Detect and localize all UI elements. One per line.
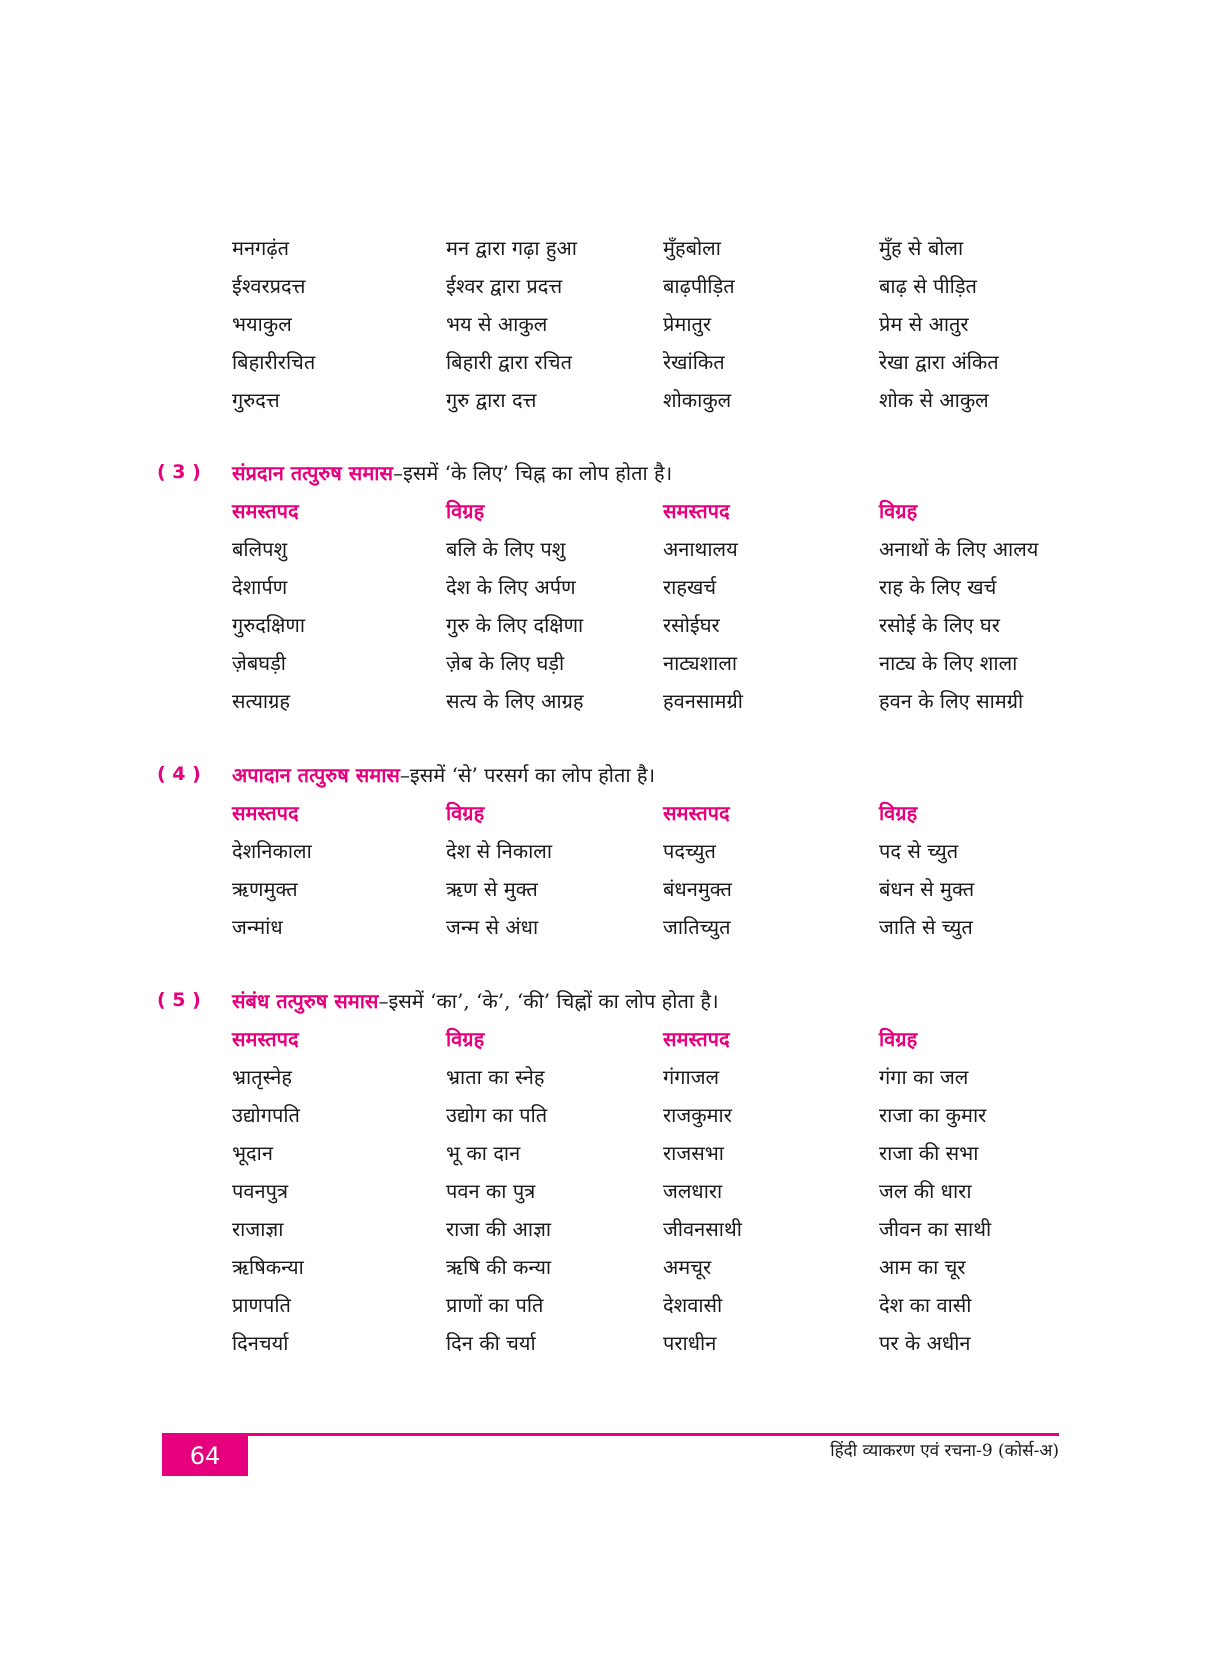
samastpad-cell: रसोईघर: [663, 612, 720, 637]
vigrah-cell: पर के अधीन: [879, 1330, 971, 1355]
section-table: [232, 793, 1092, 945]
table-row: [232, 228, 1092, 266]
column-header: विग्रह: [879, 800, 918, 825]
vigrah-cell: दिन की चर्या: [446, 1330, 536, 1355]
section-number: ( 4 ): [157, 763, 201, 785]
vigrah-cell: सत्य के लिए आग्रह: [446, 688, 584, 713]
vigrah-cell: गुरु द्वारा दत्त: [446, 387, 537, 412]
vigrah-cell: राजा का कुमार: [879, 1102, 987, 1127]
table-row: [232, 1095, 1092, 1133]
vigrah-cell: भू का दान: [446, 1140, 521, 1165]
section-heading: [157, 453, 672, 491]
table-row: [232, 907, 1092, 945]
vigrah-cell: आम का चूर: [879, 1254, 966, 1279]
samastpad-cell: अनाथालय: [663, 536, 738, 561]
section-heading: [157, 981, 719, 1019]
section-name: संप्रदान तत्पुरुष समास: [232, 460, 393, 485]
section-description: –इसमें ‘के लिए’ चिह्न का लोप होता है।: [393, 460, 673, 485]
samastpad-cell: गुरुदत्त: [232, 387, 280, 412]
vigrah-cell: उद्योग का पति: [446, 1102, 548, 1127]
vigrah-cell: देश के लिए अर्पण: [446, 574, 576, 599]
samastpad-cell: नाट्यशाला: [663, 650, 738, 675]
vigrah-cell: ज़ेब के लिए घड़ी: [446, 650, 565, 675]
column-header: समस्तपद: [663, 498, 730, 523]
samastpad-cell: अमचूर: [663, 1254, 712, 1279]
section-number: ( 3 ): [157, 461, 201, 483]
section-table: [232, 1019, 1092, 1361]
vigrah-cell: हवन के लिए सामग्री: [879, 688, 1024, 713]
table-row: [232, 567, 1092, 605]
samastpad-cell: जन्मांध: [232, 914, 283, 939]
vigrah-cell: राजा की आज्ञा: [446, 1216, 552, 1241]
column-header: समस्तपद: [663, 800, 730, 825]
vigrah-cell: पद से च्युत: [879, 838, 959, 863]
column-header: समस्तपद: [232, 1026, 299, 1051]
top-table: [232, 228, 1092, 418]
vigrah-cell: बंधन से मुक्त: [879, 876, 975, 901]
samastpad-cell: भयाकुल: [232, 311, 292, 336]
vigrah-cell: शोक से आकुल: [879, 387, 989, 412]
table-row: [232, 266, 1092, 304]
table-row: [232, 342, 1092, 380]
table-row: [232, 1057, 1092, 1095]
vigrah-cell: जीवन का साथी: [879, 1216, 992, 1241]
vigrah-cell: राजा की सभा: [879, 1140, 979, 1165]
vigrah-cell: देश का वासी: [879, 1292, 972, 1317]
samastpad-cell: राहखर्च: [663, 574, 717, 599]
vigrah-cell: भय से आकुल: [446, 311, 548, 336]
samastpad-cell: देशार्पण: [232, 574, 288, 599]
footer-divider: [162, 1433, 1059, 1436]
samastpad-cell: देशवासी: [663, 1292, 723, 1317]
section-name: अपादान तत्पुरुष समास: [232, 762, 400, 787]
table-row: [232, 529, 1092, 567]
vigrah-cell: नाट्य के लिए शाला: [879, 650, 1018, 675]
samastpad-cell: पदच्युत: [663, 838, 716, 863]
column-header: समस्तपद: [232, 498, 299, 523]
section-name: संबंध तत्पुरुष समास: [232, 988, 379, 1013]
table-row: [232, 643, 1092, 681]
vigrah-cell: बलि के लिए पशु: [446, 536, 566, 561]
samastpad-cell: भ्रातृस्नेह: [232, 1064, 292, 1089]
vigrah-cell: प्राणों का पति: [446, 1292, 544, 1317]
samastpad-cell: पवनपुत्र: [232, 1178, 288, 1203]
table-row: [232, 380, 1092, 418]
vigrah-cell: ऋण से मुक्त: [446, 876, 538, 901]
book-title: हिंदी व्याकरण एवं रचना-9 (कोर्स-अ): [830, 1441, 1059, 1461]
samastpad-cell: गुरुदक्षिणा: [232, 612, 305, 637]
samastpad-cell: ऋषिकन्या: [232, 1254, 304, 1279]
vigrah-cell: ईश्वर द्वारा प्रदत्त: [446, 273, 563, 298]
column-header: विग्रह: [879, 1026, 918, 1051]
column-header: विग्रह: [879, 498, 918, 523]
table-row: [232, 869, 1092, 907]
vigrah-cell: मन द्वारा गढ़ा हुआ: [446, 235, 577, 260]
table-header-row: [232, 491, 1092, 529]
vigrah-cell: बाढ़ से पीड़ित: [879, 273, 977, 298]
column-header: विग्रह: [446, 800, 485, 825]
vigrah-cell: जल की धारा: [879, 1178, 972, 1203]
samastpad-cell: ऋणमुक्त: [232, 876, 298, 901]
section-description: –इसमें ‘का’, ‘के’, ‘की’ चिह्नों का लोप होता है।: [378, 988, 719, 1013]
samastpad-cell: राजकुमार: [663, 1102, 732, 1127]
samastpad-cell: बंधनमुक्त: [663, 876, 732, 901]
samastpad-cell: शोकाकुल: [663, 387, 732, 412]
section-heading: [157, 755, 655, 793]
vigrah-cell: गुरु के लिए दक्षिणा: [446, 612, 584, 637]
section-number: ( 5 ): [157, 989, 201, 1011]
table-row: [232, 1133, 1092, 1171]
section-table: [232, 491, 1092, 719]
table-row: [232, 831, 1092, 869]
vigrah-cell: पवन का पुत्र: [446, 1178, 536, 1203]
vigrah-cell: भ्राता का स्नेह: [446, 1064, 545, 1089]
vigrah-cell: देश से निकाला: [446, 838, 553, 863]
table-header-row: [232, 793, 1092, 831]
samastpad-cell: ज़ेबघड़ी: [232, 650, 286, 675]
table-row: [232, 1285, 1092, 1323]
vigrah-cell: राह के लिए खर्च: [879, 574, 997, 599]
table-row: [232, 1209, 1092, 1247]
vigrah-cell: रेखा द्वारा अंकित: [879, 349, 999, 374]
vigrah-cell: जाति से च्युत: [879, 914, 973, 939]
samastpad-cell: पराधीन: [663, 1330, 717, 1355]
vigrah-cell: ऋषि की कन्या: [446, 1254, 552, 1279]
section-description: –इसमें ‘से’ परसर्ग का लोप होता है।: [399, 762, 656, 787]
samastpad-cell: सत्याग्रह: [232, 688, 290, 713]
samastpad-cell: जलधारा: [663, 1178, 723, 1203]
table-row: [232, 1323, 1092, 1361]
table-row: [232, 1171, 1092, 1209]
table-row: [232, 304, 1092, 342]
samastpad-cell: बलिपशु: [232, 536, 288, 561]
column-header: समस्तपद: [232, 800, 299, 825]
vigrah-cell: अनाथों के लिए आलय: [879, 536, 1039, 561]
vigrah-cell: बिहारी द्वारा रचित: [446, 349, 572, 374]
samastpad-cell: रेखांकित: [663, 349, 725, 374]
samastpad-cell: प्रेमातुर: [663, 311, 712, 336]
page-number: 64: [162, 1436, 248, 1476]
samastpad-cell: उद्योगपति: [232, 1102, 300, 1127]
samastpad-cell: दिनचर्या: [232, 1330, 289, 1355]
samastpad-cell: मुँहबोला: [663, 235, 721, 260]
column-header: समस्तपद: [663, 1026, 730, 1051]
samastpad-cell: भूदान: [232, 1140, 273, 1165]
samastpad-cell: प्राणपति: [232, 1292, 291, 1317]
column-header: विग्रह: [446, 1026, 485, 1051]
samastpad-cell: बिहारीरचित: [232, 349, 316, 374]
samastpad-cell: जातिच्युत: [663, 914, 731, 939]
table-row: [232, 1247, 1092, 1285]
column-header: विग्रह: [446, 498, 485, 523]
table-row: [232, 605, 1092, 643]
vigrah-cell: जन्म से अंधा: [446, 914, 539, 939]
samastpad-cell: गंगाजल: [663, 1064, 720, 1089]
samastpad-cell: बाढ़पीड़ित: [663, 273, 735, 298]
vigrah-cell: मुँह से बोला: [879, 235, 964, 260]
samastpad-cell: देशनिकाला: [232, 838, 312, 863]
samastpad-cell: हवनसामग्री: [663, 688, 743, 713]
samastpad-cell: राजाज्ञा: [232, 1216, 284, 1241]
table-header-row: [232, 1019, 1092, 1057]
samastpad-cell: ईश्वरप्रदत्त: [232, 273, 306, 298]
samastpad-cell: मनगढ़ंत: [232, 235, 289, 260]
vigrah-cell: रसोई के लिए घर: [879, 612, 1000, 637]
samastpad-cell: जीवनसाथी: [663, 1216, 742, 1241]
table-row: [232, 681, 1092, 719]
samastpad-cell: राजसभा: [663, 1140, 724, 1165]
vigrah-cell: गंगा का जल: [879, 1064, 969, 1089]
vigrah-cell: प्रेम से आतुर: [879, 311, 969, 336]
